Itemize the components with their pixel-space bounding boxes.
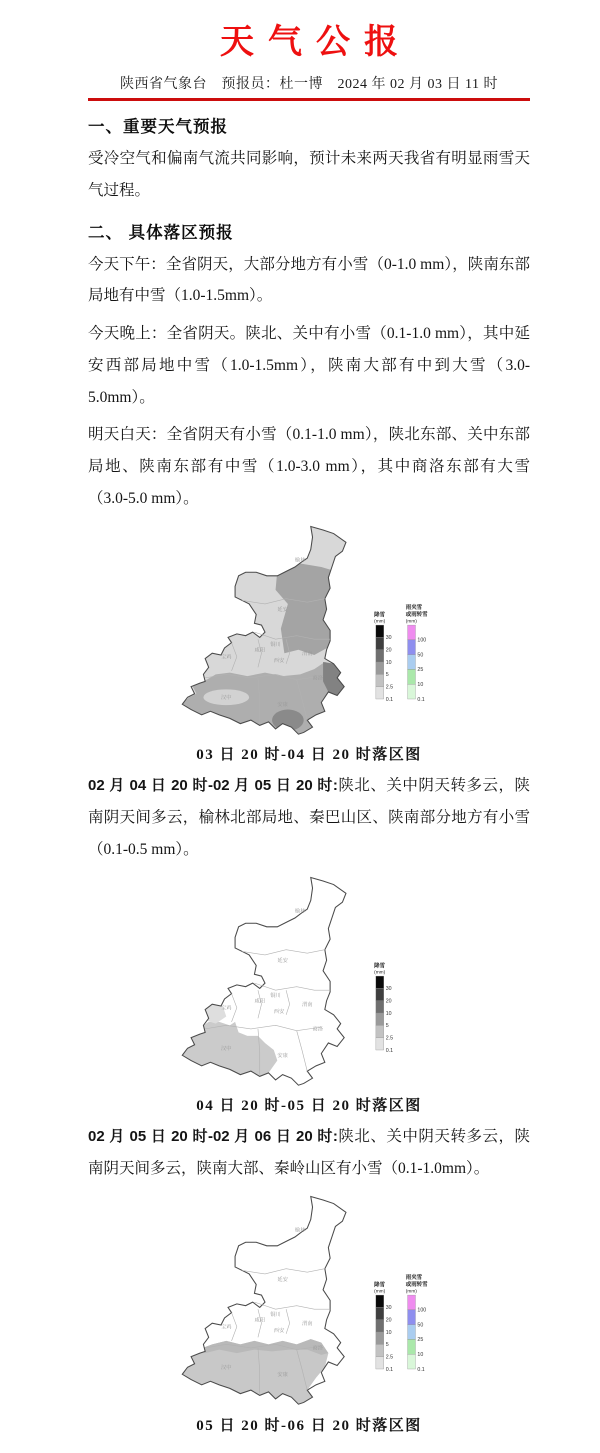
svg-text:10: 10: [385, 659, 392, 666]
svg-text:(mm): (mm): [374, 1289, 386, 1295]
snow-legend: [374, 1280, 393, 1372]
svg-text:30: 30: [385, 634, 392, 641]
forecast-today-afternoon: [88, 249, 530, 313]
svg-text:20: 20: [385, 1317, 392, 1324]
svg-text:10: 10: [385, 1329, 392, 1336]
map2-shading: [177, 874, 371, 1089]
map3-shading: [177, 1193, 371, 1408]
forecast-text: 全省阴天。陕北、关中有小雪（0.1-1.0 mm），其中延安西部局地中雪（1.0-1.5mm），陕南大部有中到大雪（3.0-5.0mm）。: [88, 325, 530, 406]
forecast-tonight: [88, 318, 530, 413]
section1-heading: 一、重要天气预报: [88, 118, 228, 136]
forecast-text: 陕北、关中阴天转多云，陕南阴天间多云，陕南大部、秦岭山区有小雪（0.1-1.0mm）。: [88, 1128, 530, 1178]
svg-text:雨夹雪: 雨夹雪: [405, 1275, 423, 1282]
svg-text:0.1: 0.1: [385, 1366, 394, 1373]
svg-text:(mm): (mm): [374, 970, 386, 976]
forecast-label: 今天下午：: [88, 255, 166, 273]
forecast-date-label: 02 月 05 日 20 时-02 月 06 日 20 时:: [88, 1128, 338, 1146]
red-divider: [88, 98, 530, 101]
svg-text:10: 10: [417, 1351, 424, 1358]
svg-text:0.1: 0.1: [385, 696, 394, 703]
svg-text:30: 30: [385, 1305, 392, 1312]
svg-text:(mm): (mm): [405, 618, 417, 624]
svg-text:50: 50: [417, 1322, 424, 1329]
map1-shading: [177, 523, 371, 738]
forecast-date-label: 02 月 04 日 20 时-02 月 05 日 20 时:: [88, 777, 338, 795]
precip-map-figure-2: [88, 874, 530, 1116]
svg-text:25: 25: [417, 666, 424, 673]
svg-text:或雨转雪: 或雨转雪: [405, 611, 428, 618]
forecast-text: 全省阴天有小雪（0.1-1.0 mm），陕北东部、关中东部局地、陕南东部有中雪（1.0-3.0 mm），其中商洛东部有大雪（3.0-5.0 mm）。: [88, 426, 530, 507]
svg-text:(mm): (mm): [374, 619, 386, 625]
map2-caption: 04 日 20 时-05 日 20 时落区图: [196, 1098, 422, 1115]
precip-map-figure-1: [88, 523, 530, 765]
snow-area-map-day3: [177, 1193, 441, 1408]
bulletin-meta-line: 陕西省气象台 预报员：杜一博 2024 年 02 月 03 日 11 时: [120, 77, 498, 92]
svg-text:2.5: 2.5: [385, 684, 394, 691]
snow-legend: [374, 610, 393, 702]
svg-text:30: 30: [385, 985, 392, 992]
svg-text:0.1: 0.1: [417, 1366, 425, 1373]
svg-text:2.5: 2.5: [385, 1035, 394, 1042]
svg-text:10: 10: [417, 681, 424, 688]
svg-text:(mm): (mm): [405, 1289, 417, 1295]
svg-text:20: 20: [385, 998, 392, 1005]
svg-text:50: 50: [417, 652, 424, 659]
forecast-label: 今天晚上：: [88, 325, 167, 343]
forecast-label: 明天白天：: [88, 426, 167, 444]
forecast-text: 全省阴天，大部分地方有小雪（0-1.0 mm），陕南东部局地有中雪（1.0-1.5mm）。: [88, 255, 530, 305]
map3-caption: 05 日 20 时-06 日 20 时落区图: [196, 1417, 422, 1434]
forecast-tomorrow-day: [88, 419, 530, 514]
map1-caption: 03 日 20 时-04 日 20 时落区图: [196, 747, 422, 764]
svg-text:5: 5: [385, 1022, 389, 1029]
section1-paragraph: 受冷空气和偏南气流共同影响，预计未来两天我省有明显雨雪天气过程。: [88, 150, 530, 199]
snow-area-map-day2: [177, 874, 441, 1089]
svg-text:2.5: 2.5: [385, 1354, 394, 1361]
precip-map-figure-3: [88, 1193, 530, 1435]
sleet-legend: [406, 603, 428, 703]
svg-text:5: 5: [385, 671, 389, 678]
svg-text:0.1: 0.1: [385, 1047, 394, 1054]
page-title: 天气公报: [220, 24, 412, 61]
snow-area-map-day1: [177, 523, 441, 738]
forecast-day2: [88, 770, 530, 865]
sleet-legend: [406, 1273, 428, 1373]
section2-heading: 二、 具体落区预报: [88, 223, 234, 242]
svg-text:0.1: 0.1: [417, 696, 425, 703]
svg-text:或雨转雪: 或雨转雪: [405, 1281, 428, 1288]
svg-text:100: 100: [417, 637, 427, 644]
svg-text:雨夹雪: 雨夹雪: [405, 604, 423, 611]
svg-text:降雪: 降雪: [374, 611, 386, 618]
svg-text:5: 5: [385, 1342, 389, 1349]
svg-text:25: 25: [417, 1337, 424, 1344]
forecast-text: 陕北、关中阴天转多云，陕南阴天间多云，榆林北部局地、秦巴山区、陕南部分地方有小雪（0.1-0.5 mm）。: [88, 777, 530, 858]
svg-text:10: 10: [385, 1010, 392, 1017]
svg-text:降雪: 降雪: [374, 1282, 386, 1289]
svg-text:20: 20: [385, 647, 392, 654]
forecast-day3: [88, 1121, 530, 1185]
svg-text:100: 100: [417, 1307, 427, 1314]
svg-text:降雪: 降雪: [374, 962, 386, 969]
snow-legend: [374, 961, 393, 1053]
